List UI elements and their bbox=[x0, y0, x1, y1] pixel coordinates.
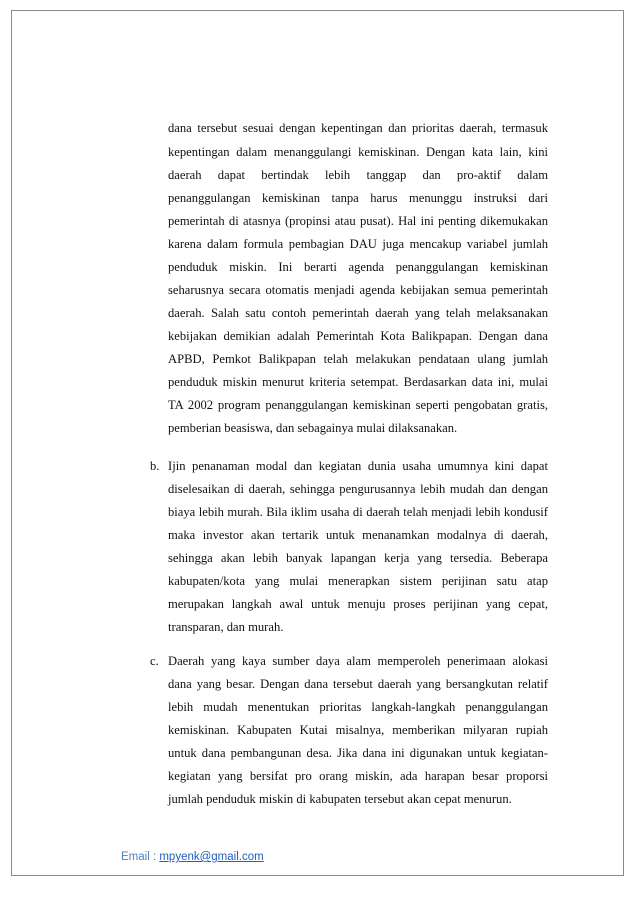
list-marker: c. bbox=[150, 654, 159, 668]
paragraph-line: sehingga akan lebih banyak lapangan kerja yang tersedia. Beberapa bbox=[168, 551, 548, 565]
paragraph-line: dana tersebut sesuai dengan kepentingan dan prioritas daerah, termasuk bbox=[168, 121, 548, 135]
paragraph-line: APBD, Pemkot Balikpapan telah melakukan pendataan ulang jumlah bbox=[168, 352, 548, 366]
paragraph-line: pemberian beasiswa, dan sebagainya mulai dilaksanakan. bbox=[168, 421, 458, 435]
paragraph-line: dana yang besar. Dengan dana tersebut daerah yang bersangkutan relatif bbox=[168, 677, 548, 691]
paragraph-line: TA 2002 program penanggulangan kemiskinan seperti pengobatan gratis, bbox=[168, 398, 548, 412]
paragraph-line: daerah. Salah satu contoh pemerintah daerah yang telah melaksanakan bbox=[168, 306, 548, 320]
paragraph-line: Ijin penanaman modal dan kegiatan dunia usaha umumnya kini dapat bbox=[168, 459, 548, 473]
paragraph-line: daerah dapat bertindak lebih tanggap dan pro-aktif dalam bbox=[168, 168, 548, 182]
paragraph-line: transparan, dan murah. bbox=[168, 620, 284, 634]
paragraph-line: pemerintah di atasnya (propinsi atau pusat). Hal ini penting dikemukakan bbox=[168, 214, 548, 228]
page-footer bbox=[121, 850, 264, 864]
paragraph-line: Daerah yang kaya sumber daya alam memperoleh penerimaan alokasi bbox=[168, 654, 548, 668]
email-link[interactable]: mpyenk@gmail.com bbox=[159, 851, 264, 863]
paragraph-line: kemiskinan. Kabupaten Kutai misalnya, memberikan milyaran rupiah bbox=[168, 723, 548, 737]
paragraph-line: untuk dana pembangunan desa. Jika dana ini digunakan untuk kegiatan- bbox=[168, 746, 548, 760]
paragraph-line: penanggulangan kemiskinan tanpa harus menunggu instruksi dari bbox=[168, 191, 548, 205]
paragraph-line: biaya lebih murah. Bila iklim usaha di daerah telah menjadi lebih kondusif bbox=[168, 505, 548, 519]
email-label: Email : bbox=[121, 851, 160, 863]
paragraph-line: penduduk miskin. Ini berarti agenda penanggulangan kemiskinan bbox=[168, 260, 548, 274]
paragraph-line: seharusnya secara otomatis menjadi agenda kebijakan semua pemerintah bbox=[168, 283, 548, 297]
paragraph-line: merupakan langkah awal untuk menuju proses perijinan yang cepat, bbox=[168, 597, 548, 611]
paragraph-line: kebijakan demikian adalah Pemerintah Kota Balikpapan. Dengan dana bbox=[168, 329, 548, 343]
paragraph-line: kabupaten/kota yang mulai menerapkan sistem perijinan satu atap bbox=[168, 574, 548, 588]
paragraph-line: kepentingan dalam menanggulangi kemiskinan. Dengan kata lain, kini bbox=[168, 145, 548, 159]
paragraph-line: maka investor akan tertarik untuk menanamkan modalnya di daerah, bbox=[168, 528, 548, 542]
paragraph-line: diselesaikan di daerah, sehingga pengurusannya lebih mudah dan dengan bbox=[168, 482, 548, 496]
paragraph-line: jumlah penduduk miskin di kabupaten tersebut akan cepat menurun. bbox=[168, 792, 512, 806]
paragraph-line: penduduk miskin menurut kriteria setempat. Berdasarkan data ini, mulai bbox=[168, 375, 548, 389]
list-marker: b. bbox=[150, 459, 160, 473]
paragraph-line: lebih mudah menentukan prioritas langkah-langkah penanggulangan bbox=[168, 700, 548, 714]
paragraph-line: karena dalam formula pembagian DAU juga mencakup variabel jumlah bbox=[168, 237, 548, 251]
paragraph-line: kegiatan yang bersifat pro orang miskin, ada harapan besar proporsi bbox=[168, 769, 548, 783]
